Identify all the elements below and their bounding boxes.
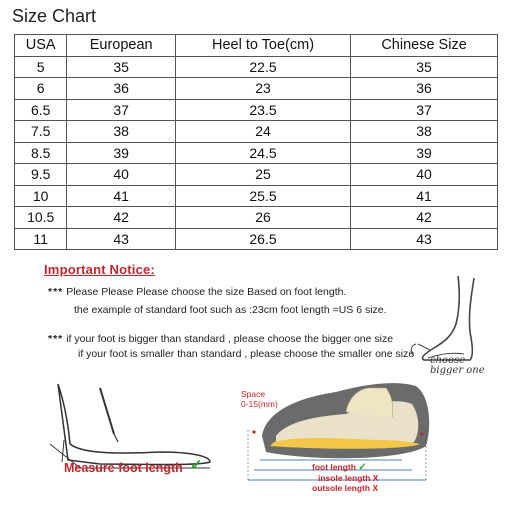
table-cell: 24 (175, 121, 350, 143)
foot-length-text: foot length (312, 462, 356, 472)
size-chart-table (14, 34, 498, 250)
table-cell: 37 (351, 99, 498, 121)
table-row (15, 121, 498, 143)
table-row (15, 99, 498, 121)
page-title: Size Chart (12, 6, 97, 26)
table-cell: 6.5 (15, 99, 67, 121)
foot-length-label (312, 462, 367, 473)
table-cell: 43 (351, 228, 498, 250)
measure-foot-length-label: Measure foot length (64, 461, 183, 475)
table-cell: 40 (351, 164, 498, 186)
table-cell: 39 (351, 142, 498, 164)
table-cell: 24.5 (175, 142, 350, 164)
table-cell: 23.5 (175, 99, 350, 121)
table-cell: 40 (67, 164, 176, 186)
notice-line-1 (48, 286, 346, 298)
stars-marker: *** (48, 333, 64, 345)
column-header: USA (15, 35, 67, 57)
table-cell: 8.5 (15, 142, 67, 164)
cross-icon: X (372, 473, 379, 483)
insole-length-text: insole length (318, 473, 371, 483)
table-cell: 9.5 (15, 164, 67, 186)
notice-text-3: if your foot is bigger than standard , please choose the bigger one size (66, 333, 394, 345)
notice-line-3 (48, 333, 393, 345)
space-label (241, 389, 278, 409)
table-cell: 42 (351, 207, 498, 229)
table-cell: 23 (175, 78, 350, 100)
table-cell: 41 (67, 185, 176, 207)
check-icon: ✓ (358, 462, 367, 473)
table-row (15, 78, 498, 100)
stars-marker: *** (48, 286, 64, 298)
table-cell: 26 (175, 207, 350, 229)
table-cell: 25 (175, 164, 350, 186)
notice-text-1: Please Please Please choose the size Based on foot length. (66, 286, 347, 298)
outsole-length-text: outsole length (312, 483, 371, 493)
cross-icon: X (372, 483, 379, 493)
table-row (15, 207, 498, 229)
table-cell: 5 (15, 56, 67, 78)
table-cell: 11 (15, 228, 67, 250)
outsole-length-label (312, 483, 378, 493)
table-cell: 26.5 (175, 228, 350, 250)
table-cell: 35 (67, 56, 176, 78)
table-cell: 39 (67, 142, 176, 164)
table-header-row (15, 35, 498, 57)
table-cell: 37 (67, 99, 176, 121)
table-row (15, 142, 498, 164)
check-icon: ✓ (190, 457, 203, 474)
table-cell: 38 (67, 121, 176, 143)
table-cell: 25.5 (175, 185, 350, 207)
table-cell: 10.5 (15, 207, 67, 229)
table-row (15, 164, 498, 186)
table-cell: 38 (351, 121, 498, 143)
table-cell: 43 (67, 228, 176, 250)
table-row (15, 185, 498, 207)
space-label-line-2: 0-15(mm) (241, 399, 278, 409)
important-notice-title: Important Notice: (44, 262, 156, 277)
column-header: European (67, 35, 176, 57)
table-cell: 42 (67, 207, 176, 229)
insole-length-label (318, 473, 378, 483)
table-cell: 41 (351, 185, 498, 207)
table-cell: 10 (15, 185, 67, 207)
table-row (15, 56, 498, 78)
choose-label-line-1: choose (430, 355, 466, 366)
table-cell: 22.5 (175, 56, 350, 78)
choose-label-line-2: bigger one (430, 365, 485, 376)
table-row (15, 228, 498, 250)
column-header: Chinese Size (351, 35, 498, 57)
table-cell: 36 (67, 78, 176, 100)
column-header: Heel to Toe(cm) (175, 35, 350, 57)
space-label-line-1: Space (241, 389, 266, 399)
choose-bigger-label (430, 356, 485, 376)
notice-line-2: the example of standard foot such as :23cm foot length =US 6 size. (74, 304, 387, 316)
table-cell: 7.5 (15, 121, 67, 143)
table-cell: 6 (15, 78, 67, 100)
table-cell: 35 (351, 56, 498, 78)
notice-line-4: if your foot is smaller than standard , please choose the smaller one size (78, 348, 415, 360)
table-cell: 36 (351, 78, 498, 100)
